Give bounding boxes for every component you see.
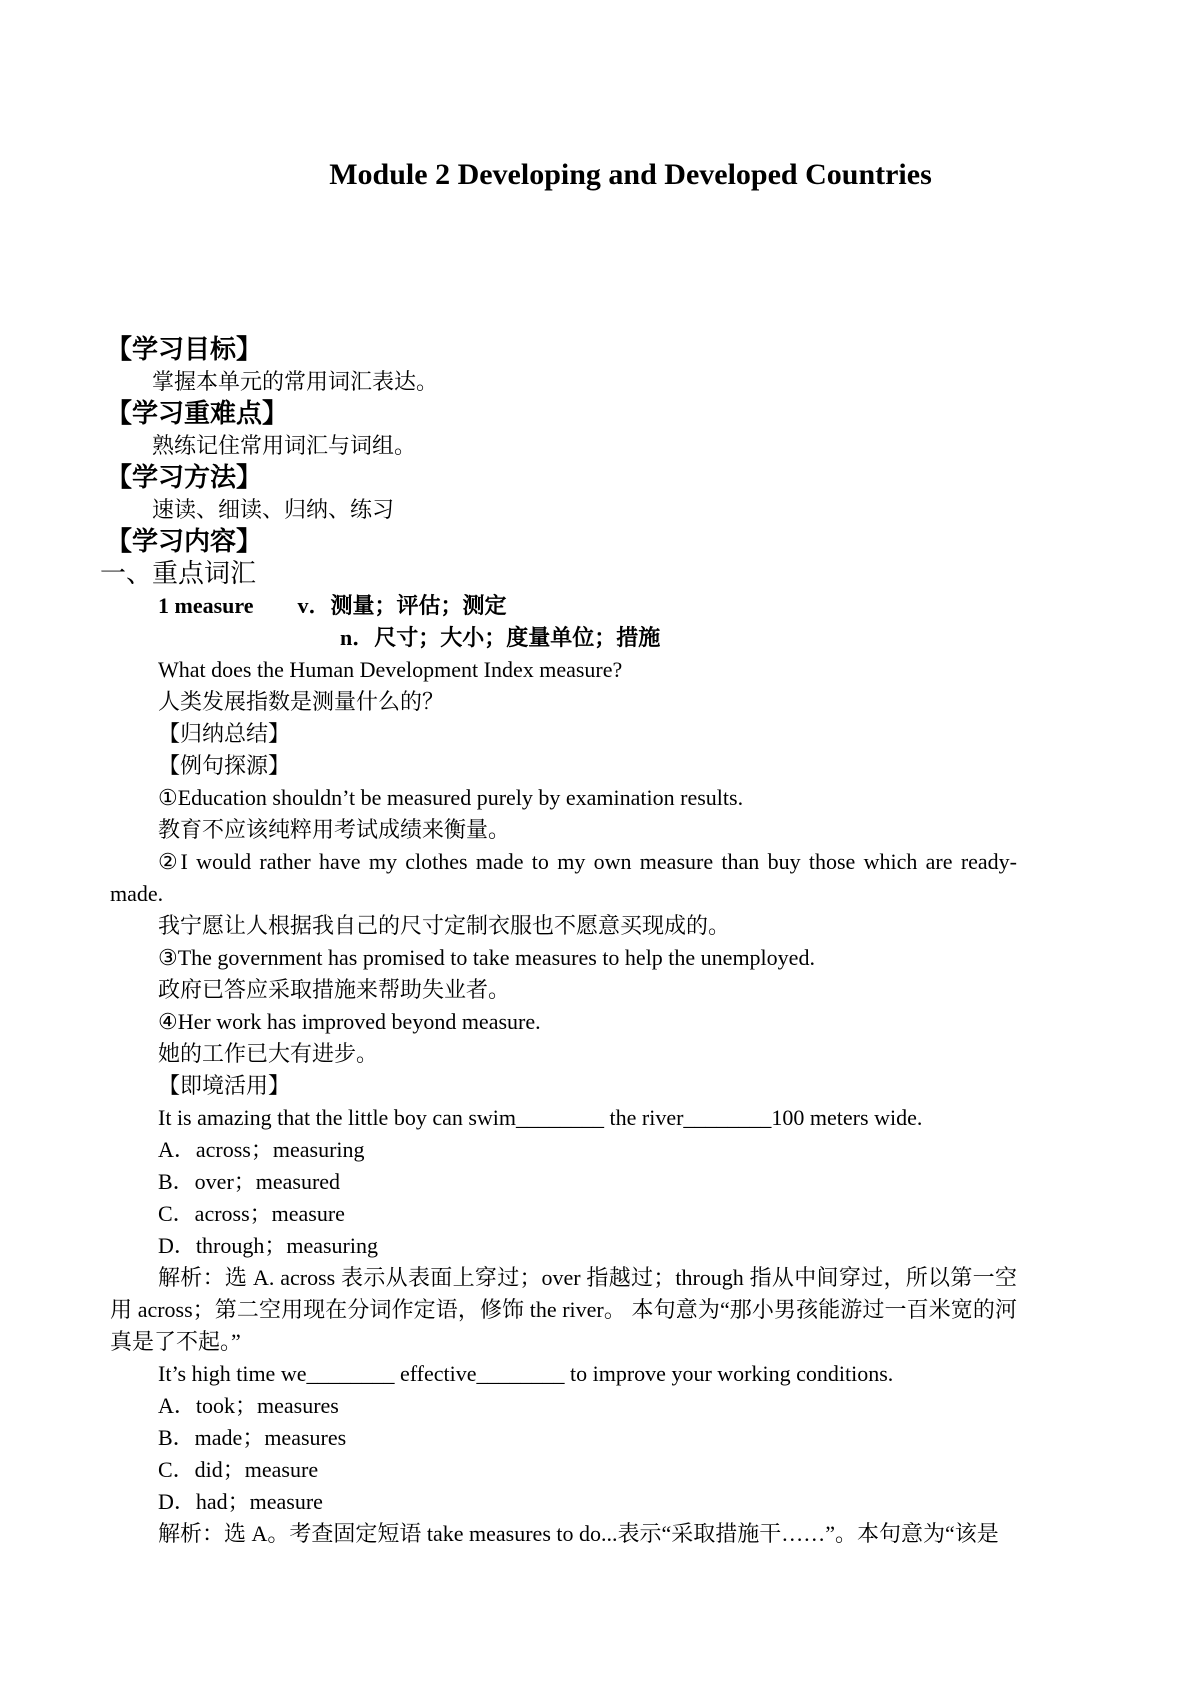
heading-learning-content: 【学习内容】 xyxy=(106,527,263,556)
question-2-option-b: B．made；measures xyxy=(158,1425,347,1450)
heading-summary: 【归纳总结】 xyxy=(158,721,291,746)
example-sentence-2-translation: 我宁愿让人根据我自己的尺寸定制衣服也不愿意买现成的。 xyxy=(158,913,731,938)
page-title: Module 2 Developing and Developed Countries xyxy=(329,158,932,191)
question-1-analysis: 解析：选 A. across 表示从表面上穿过；over 指越过；through 指从中间穿过，所以第一空用 across；第二空用现在分词作定语，修饰 the river。 本句意为“那小男孩能游过一百米宽的河真是了不起。” xyxy=(110,1265,1017,1354)
vocab-term: 1 measure xyxy=(158,593,254,618)
example-sentence-1: ①Education shouldn’t be measured purely by examination results. xyxy=(158,785,744,810)
learning-method-text: 速读、细读、归纳、练习 xyxy=(152,497,395,522)
question-1-option-d: D．through；measuring xyxy=(158,1233,378,1258)
heading-learning-method: 【学习方法】 xyxy=(106,463,263,492)
question-2-option-c: C．did；measure xyxy=(158,1457,319,1482)
example-sentence-3: ③The government has promised to take measures to help the unemployed. xyxy=(158,945,815,970)
question-2-option-d: D．had；measure xyxy=(158,1489,323,1514)
example-sentence-1-translation: 教育不应该纯粹用考试成绩来衡量。 xyxy=(158,817,511,842)
heading-practice: 【即境活用】 xyxy=(158,1073,291,1098)
heading-learning-goal: 【学习目标】 xyxy=(106,335,263,364)
question-1-option-c: C．across；measure xyxy=(158,1201,345,1226)
example-question: What does the Human Development Index measure? xyxy=(158,657,623,682)
example-question-translation: 人类发展指数是测量什么的？ xyxy=(158,689,445,714)
example-sentence-4: ④Her work has improved beyond measure. xyxy=(158,1009,541,1034)
question-2-analysis: 解析：选 A。考查固定短语 take measures to do...表示“采取措施干……”。本句意为“该是 xyxy=(158,1521,999,1546)
question-1-option-b: B．over；measured xyxy=(158,1169,341,1194)
practice-question-1: It is amazing that the little boy can swim________ the river________100 meters wide. xyxy=(158,1105,923,1130)
example-sentence-3-translation: 政府已答应采取措施来帮助失业者。 xyxy=(158,977,511,1002)
vocab-noun-sense: n．尺寸；大小；度量单位；措施 xyxy=(340,625,661,650)
question-2-option-a: A．took；measures xyxy=(158,1393,339,1418)
example-sentence-2: ②I would rather have my clothes made to my own measure than buy those which are ready-made. xyxy=(110,849,1017,906)
question-1-option-a: A．across；measuring xyxy=(158,1137,365,1162)
example-sentence-4-translation: 她的工作已大有进步。 xyxy=(158,1041,379,1066)
vocab-entry-header xyxy=(110,590,1090,622)
vocab-verb-sense: v．测量；评估；测定 xyxy=(297,593,507,618)
practice-question-2: It’s high time we________ effective________ to improve your working conditions. xyxy=(158,1361,894,1386)
heading-key-points: 【学习重难点】 xyxy=(106,399,289,428)
key-points-text: 熟练记住常用词汇与词组。 xyxy=(152,433,417,458)
heading-example-sources: 【例句探源】 xyxy=(158,753,291,778)
section-key-vocabulary: 一、重点词汇 xyxy=(100,559,257,588)
document-body xyxy=(100,334,1090,1550)
learning-goal-text: 掌握本单元的常用词汇表达。 xyxy=(152,369,439,394)
